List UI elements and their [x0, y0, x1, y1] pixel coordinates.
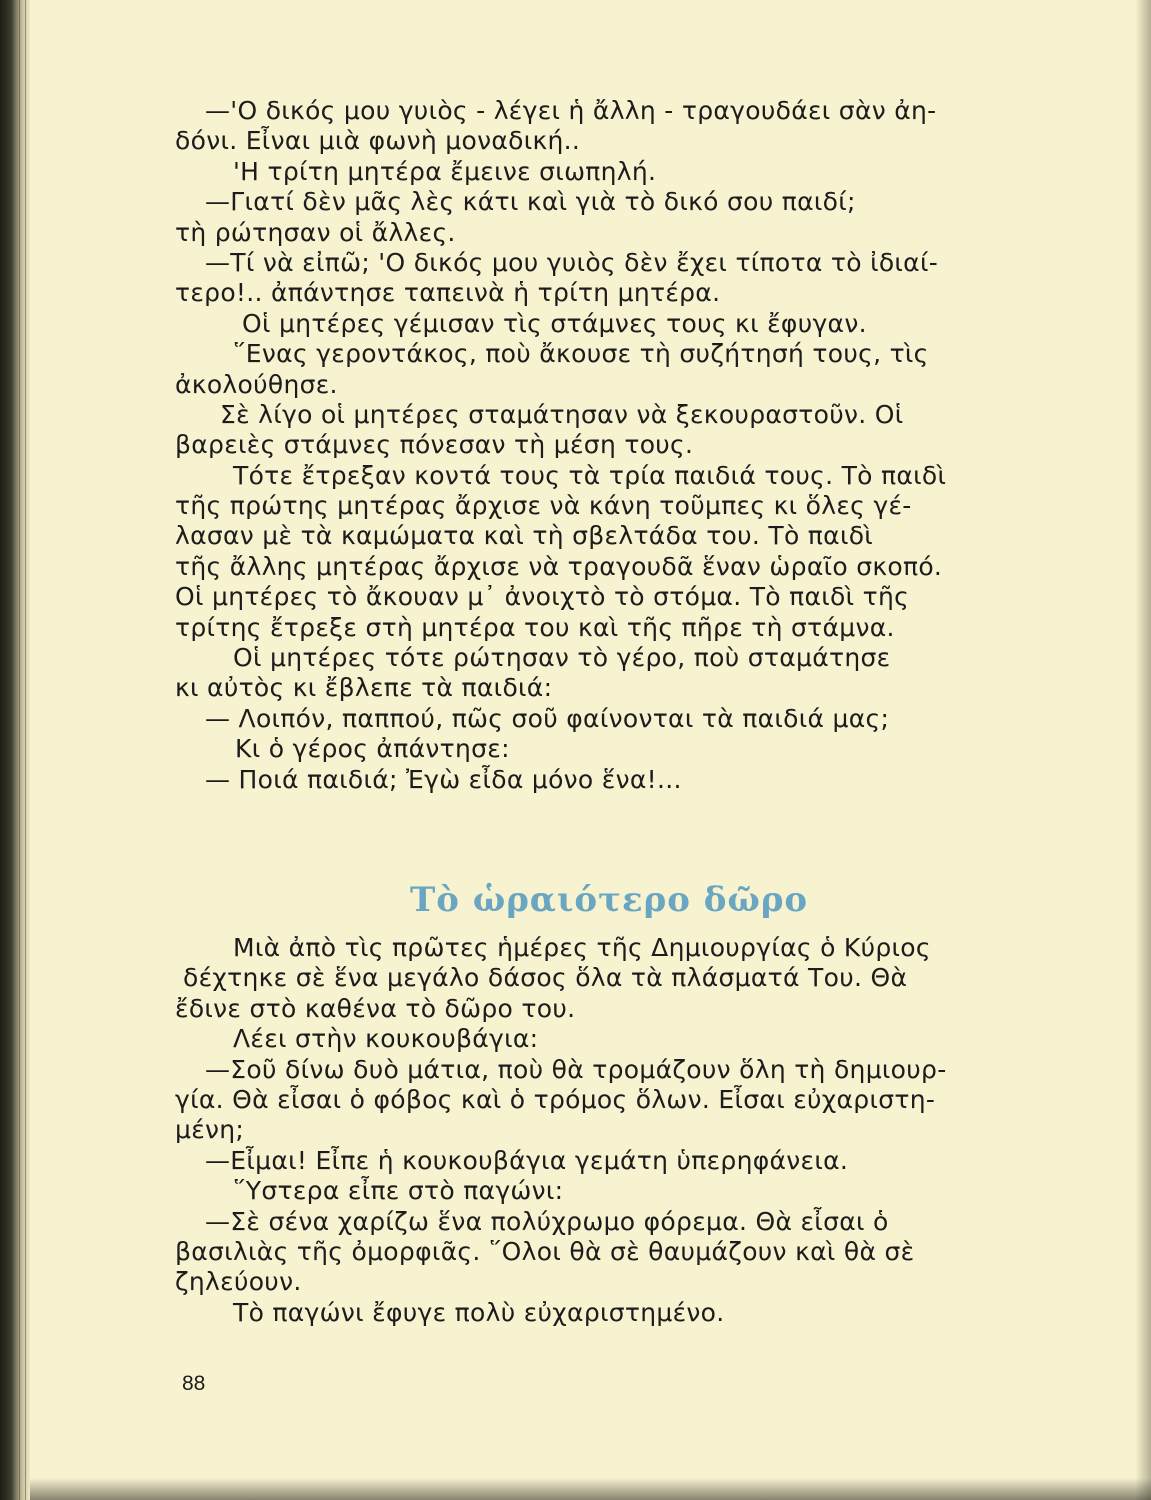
text-line: γία. Θὰ εἶσαι ὁ φόβος καὶ ὁ τρόμος ὅλων. Εἶσαι εὐχαριστη- [175, 1084, 936, 1114]
text-line: —Σὲ σένα χαρίζω ἕνα πολύχρωμο φόρεμα. Θὰ εἶσαι ὁ [205, 1206, 889, 1236]
text-line: Οἱ μητέρες γέμισαν τὶς στάμνες τους κι ἔφυγαν. [242, 308, 867, 338]
text-line: —Τί νὰ εἰπῶ; 'Ο δικός μου γυιὸς δὲν ἔχει τίποτα τὸ ἰδιαί- [205, 247, 939, 277]
text-line: βασιλιὰς τῆς ὀμορφιᾶς. ῞Ολοι θὰ σὲ θαυμάζουν καὶ θὰ σὲ [175, 1236, 915, 1266]
text-line: μένη; [175, 1115, 245, 1145]
page-right-edge [1135, 0, 1151, 1500]
text-line: τῆς πρώτης μητέρας ἄρχισε νὰ κάνη τοῦμπες κι ὅλες γέ- [175, 491, 912, 521]
text-line: —Εἶμαι! Εἶπε ἡ κουκουβάγια γεμάτη ὑπερηφάνεια. [205, 1145, 849, 1175]
text-line: —Γιατί δὲν μᾶς λὲς κάτι καὶ γιὰ τὸ δικό σου παιδί; [205, 187, 856, 217]
text-line: λασαν μὲ τὰ καμώματα καὶ τὴ σβελτάδα του. Τὸ παιδὶ [175, 521, 874, 551]
text-line: ἔδινε στὸ καθένα τὸ δῶρο του. [175, 993, 576, 1023]
text-line: τρίτης ἔτρεξε στὴ μητέρα του καὶ τῆς πῆρε τὴ στάμνα. [175, 612, 895, 642]
text-line: Σὲ λίγο οἱ μητέρες σταμάτησαν νὰ ξεκουραστοῦν. Οἱ [220, 399, 904, 429]
spine-edge-line [19, 0, 20, 1500]
text-line: Κι ὁ γέρος ἀπάντησε: [235, 734, 510, 764]
page-number: 88 [182, 1372, 206, 1395]
spine-edge-line [25, 0, 26, 1500]
text-line: τῆς ἄλλης μητέρας ἄρχισε νὰ τραγουδᾶ ἕναν ὡραῖο σκοπό. [175, 551, 943, 581]
section-body [175, 933, 1035, 1328]
section-title: Τὸ ὡραιότερο δῶρο [410, 880, 809, 920]
text-line: ῞Υστερα εἶπε στὸ παγώνι: [233, 1176, 564, 1206]
text-line: δόνι. Εἶναι μιὰ φωνὴ μοναδική.. [175, 126, 581, 156]
text-line: — Λοιπόν, παππού, πῶς σοῦ φαίνονται τὰ παιδιά μας; [205, 703, 890, 733]
text-line: ἀκολούθησε. [175, 369, 338, 399]
text-line: τὴ ρώτησαν οἱ ἄλλες. [175, 217, 456, 247]
text-line: τερο!.. ἀπάντησε ταπεινὰ ἡ τρίτη μητέρα. [175, 278, 721, 308]
text-line: —'Ο δικός μου γυιὸς - λέγει ἡ ἄλλη - τραγουδάει σὰν ἀη- [205, 96, 937, 125]
text-line: 'Η τρίτη μητέρα ἔμεινε σιωπηλή. [233, 156, 657, 186]
text-line: Μιὰ ἀπὸ τὶς πρῶτες ἡμέρες τῆς Δημιουργίας ὁ Κύριος [233, 933, 931, 962]
text-line: δέχτηκε σὲ ἕνα μεγάλο δάσος ὅλα τὰ πλάσματά Του. Θὰ [183, 963, 908, 993]
story-continuation [175, 96, 1035, 795]
text-line: Τότε ἔτρεξαν κοντά τους τὰ τρία παιδιά τους. Τὸ παιδὶ [233, 460, 947, 490]
text-line: κι αὐτὸς κι ἔβλεπε τὰ παιδιά: [175, 673, 553, 703]
text-line: Λέει στὴν κουκουβάγια: [233, 1024, 539, 1054]
text-line: —Σοῦ δίνω δυὸ μάτια, ποὺ θὰ τρομάζουν ὅλη τὴ δημιουρ- [205, 1054, 947, 1084]
text-line: ζηλεύουν. [175, 1267, 302, 1297]
text-line: Οἱ μητέρες τότε ρώτησαν τὸ γέρο, ποὺ σταμάτησε [233, 643, 891, 673]
text-line: Οἱ μητέρες τὸ ἄκουαν μ᾿ ἀνοιχτὸ τὸ στόμα. Τὸ παιδὶ τῆς [175, 582, 910, 612]
text-line: ῞Ενας γεροντάκος, ποὺ ἄκουσε τὴ συζήτησή τους, τὶς [233, 339, 929, 369]
text-line: — Ποιά παιδιά; Ἐγὼ εἶδα μόνο ἕνα!... [205, 764, 682, 794]
spine-edge-line [12, 0, 13, 1500]
text-line: βαρειὲς στάμνες πόνεσαν τὴ μέση τους. [175, 430, 694, 460]
page-bottom-edge [30, 1478, 1151, 1500]
text-line: Τὸ παγώνι ἔφυγε πολὺ εὐχαριστημένο. [233, 1297, 725, 1327]
